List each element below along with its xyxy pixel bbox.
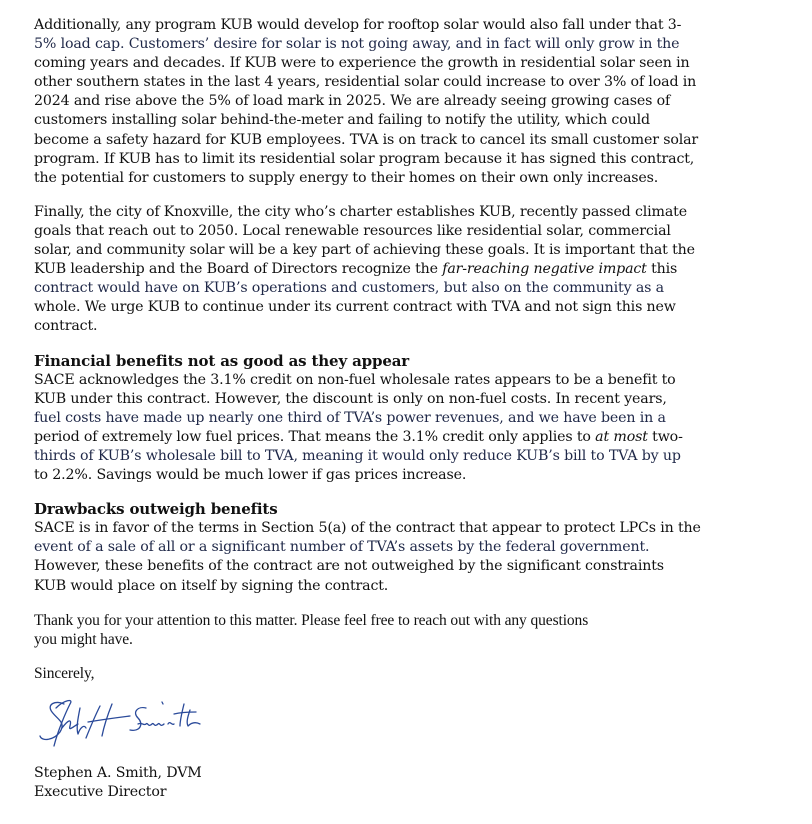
text-line: the potential for customers to supply energy to their homes on their own only increases.	[34, 169, 659, 186]
section-drawbacks	[34, 500, 734, 595]
text-line: you might have.	[34, 630, 133, 648]
text-line: fuel costs have made up nearly one third of TVA’s power revenues, and we have been in a	[34, 409, 666, 426]
paragraph-knoxville-climate-goals	[34, 203, 734, 337]
text-line: 5% load cap. Customers’ desire for solar is not going away, and in fact will only grow in the	[34, 36, 680, 53]
text-line: goals that reach out to 2050. Local renewable resources like residential solar, commercial	[34, 222, 671, 239]
salutation-text: Sincerely,	[34, 664, 95, 682]
text-line: contract would have on KUB’s operations and customers, but also on the community as a	[34, 280, 664, 297]
text-line: KUB would place on itself by signing the contract.	[34, 577, 389, 594]
signer-block	[34, 764, 202, 802]
text-run: this	[646, 261, 678, 278]
text-line: become a safety hazard for KUB employees. TVA is on track to cancel its small customer solar	[34, 131, 699, 148]
signature-icon	[34, 694, 204, 754]
text-line: other southern states in the last 4 years, residential solar could increase to over 3% of load in	[34, 74, 697, 91]
section-heading: Drawbacks outweigh benefits	[34, 500, 278, 519]
text-run: two-	[647, 428, 683, 445]
letter-body	[34, 16, 734, 698]
text-line	[34, 428, 734, 447]
emphasis-text: at most	[595, 428, 648, 445]
text-line: Additionally, any program KUB would develop for rooftop solar would also fall under that 3-	[34, 17, 682, 33]
closing-paragraph	[34, 611, 734, 649]
paragraph-rooftop-solar	[34, 16, 734, 188]
text-run: period of extremely low fuel prices. That means the 3.1% credit only applies to	[34, 428, 596, 445]
text-line: solar, and community solar will be a key part of achieving these goals. It is important that the	[34, 242, 695, 259]
text-line: to 2.2%. Savings would be much lower if gas prices increase.	[34, 467, 467, 484]
salutation	[34, 664, 734, 683]
text-line	[34, 260, 734, 279]
text-line: 2024 and rise above the 5% of load mark in 2025. We are already seeing growing cases of	[34, 93, 671, 110]
text-line: program. If KUB has to limit its residential solar program because it has signed this contract,	[34, 150, 695, 167]
text-run: KUB leadership and the Board of Directors recognize the	[34, 261, 443, 278]
text-line: Finally, the city of Knoxville, the city who’s charter establishes KUB, recently passed climate	[34, 203, 687, 220]
emphasis-text: far-reaching negative impact	[442, 261, 647, 278]
text-line: However, these benefits of the contract are not outweighed by the significant constraints	[34, 558, 664, 575]
text-line: thirds of KUB’s wholesale bill to TVA, meaning it would only reduce KUB’s bill to TVA by up	[34, 447, 681, 464]
text-line: customers installing solar behind-the-meter and failing to notify the utility, which could	[34, 112, 650, 129]
text-line: SACE acknowledges the 3.1% credit on non-fuel wholesale rates appears to be a benefit to	[34, 371, 676, 388]
text-line: coming years and decades. If KUB were to experience the growth in residential solar seen in	[34, 55, 690, 72]
section-financial-benefits	[34, 352, 734, 486]
text-line: SACE is in favor of the terms in Section 5(a) of the contract that appear to protect LPCs in the	[34, 520, 701, 537]
text-line: whole. We urge KUB to continue under its current contract with TVA and not sign this new	[34, 299, 676, 316]
text-line: KUB under this contract. However, the discount is only on non-fuel costs. In recent years,	[34, 390, 667, 407]
section-heading: Financial benefits not as good as they appear	[34, 351, 410, 370]
signer-name: Stephen A. Smith, DVM	[34, 765, 202, 781]
text-line: Thank you for your attention to this matter. Please feel free to reach out with any questions	[34, 611, 589, 629]
text-line: event of a sale of all or a significant number of TVA’s assets by the federal government.	[34, 539, 650, 556]
text-line: contract.	[34, 318, 98, 335]
signer-title: Executive Director	[34, 784, 167, 800]
